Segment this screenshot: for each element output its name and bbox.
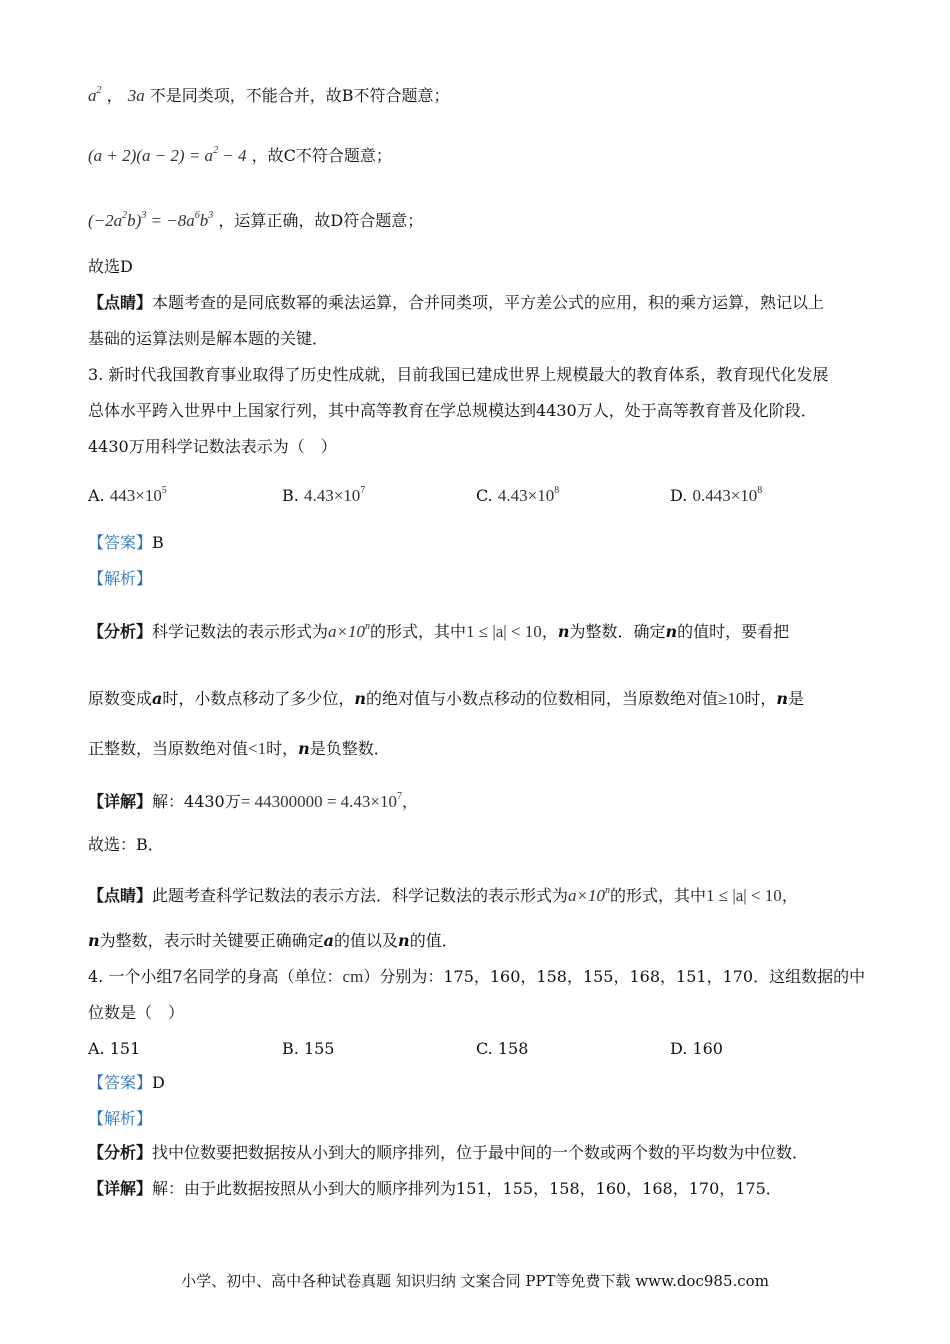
q4-option-b: B. 155 — [282, 1039, 335, 1058]
dianjing-1: 【点睛】本题考查的是同底数幂的乘法运算，合并同类项，平方差公式的应用，积的乘方运算，熟记以上 — [88, 293, 825, 312]
q4-stem-1: 4. 一个小组7名同学的身高（单位：cm）分别为：175，160，158，155，168，151，170．这组数据的中 — [88, 967, 866, 986]
q3-option-c: C. $4.43\times 10^8$ — [476, 485, 560, 505]
math-expression: $(a + 2)(a - 2) = a^2 - 4$ — [88, 145, 247, 165]
q3-fenxi-1: 【分析】科学记数法的表示形式为$a\times 10^n$的形式，其中1 ≤ |a| < 10，n为整数．确定n的值时，要看把 — [88, 621, 790, 641]
q4-xiangjie: 【详解】解：由于此数据按照从小到大的顺序排列为151，155，158，160，168，170，175． — [88, 1179, 782, 1198]
math-a-squared: $a^2$ — [88, 85, 102, 105]
q4-jiexi: 【解析】 — [88, 1109, 153, 1128]
q3-fenxi-3: 正整数，当原数绝对值<1时，n是负整数． — [88, 739, 390, 758]
q3-stem-2: 总体水平跨入世界中上国家行列，其中高等教育在学总规模达到4430万人，处于高等教育普及化阶段． — [88, 401, 817, 420]
q3-stem-1: 3. 新时代我国教育事业取得了历史性成就，目前我国已建成世界上规模最大的教育体系，教育现代化发展 — [88, 365, 829, 384]
q3-guxuan: 故选：B． — [88, 835, 164, 854]
text: 不是同类项，不能合并，故B不符合题意； — [149, 86, 450, 105]
page-footer: 小学、初中、高中各种试卷真题 知识归纳 文案合同 PPT等免费下载 www.doc985.com — [181, 1272, 769, 1290]
q4-stem-2: 位数是（ ） — [88, 1003, 185, 1022]
q4-answer: 【答案】D — [88, 1073, 165, 1092]
q3-dianjing-2: n为整数，表示时关键要正确确定a的值以及n的值． — [88, 931, 458, 950]
line-power-of-product — [88, 205, 423, 232]
q4-fenxi: 【分析】找中位数要把数据按从小到大的顺序排列，位于最中间的一个数或两个数的平均数为中位数． — [88, 1143, 809, 1162]
choose-d: 故选D — [88, 257, 133, 276]
q3-option-a: A. $443\times 10^5$ — [88, 485, 167, 505]
q3-option-b: B. $4.43\times 10^7$ — [282, 485, 366, 505]
q4-option-c: C. 158 — [476, 1039, 529, 1058]
q3-xiangjie: 【详解】解：4430万= $44300000 = 4.43\times 10^7$， — [88, 791, 419, 811]
dianjing-1-cont: 基础的运算法则是解本题的关键． — [88, 329, 329, 348]
math-expression: $(-2a^2b)^3 = -8a^6b^3$ — [88, 210, 214, 230]
q3-fenxi-2: 原数变成a时，小数点移动了多少位，n的绝对值与小数点移动的位数相同，当原数绝对值≥10时，n是 — [88, 689, 805, 708]
line-difference-of-squares — [88, 140, 392, 167]
line-like-terms: $a^2$ ， 3a 不是同类项，不能合并，故B不符合题意； — [88, 85, 450, 105]
q3-stem-3: 4430万用科学记数法表示为（ ） — [88, 437, 337, 456]
q3-dianjing-1: 【点睛】此题考查科学记数法的表示方法．科学记数法的表示形式为$a\times 10^n$的形式，其中1 ≤ |a| < 10， — [88, 885, 798, 905]
text: ，运算正确，故D符合题意； — [218, 211, 424, 230]
q3-option-d: D. $0.443\times 10^8$ — [670, 485, 763, 505]
math-3a: 3a — [127, 86, 145, 105]
text: ，故C不符合题意； — [251, 146, 392, 165]
q3-answer: 【答案】B — [88, 533, 164, 552]
q3-jiexi: 【解析】 — [88, 569, 153, 588]
q4-option-d: D. 160 — [670, 1039, 723, 1058]
q4-option-a: A. 151 — [88, 1039, 141, 1058]
